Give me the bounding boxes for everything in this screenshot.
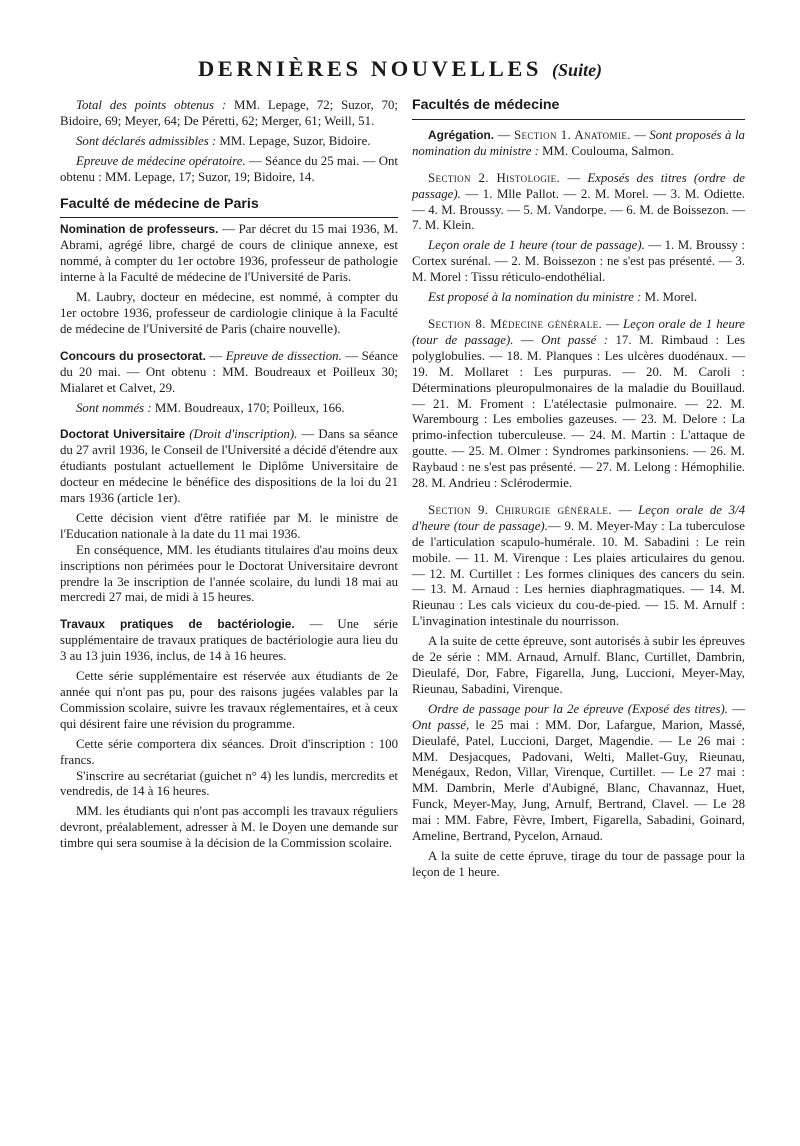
label-ont-passe: Ont passé : [541, 332, 609, 347]
label-total-points: Total des points obtenus : [76, 98, 227, 112]
text-epreuve-operatoire: — Séance du 25 mai. — Ont obtenu : MM. Lepage, 17; Suzor, 19; Bidoire, 14. [60, 153, 398, 184]
text-nommes: MM. Boudreaux, 170; Poilleux, 166. [151, 400, 345, 415]
text-admissibles: MM. Lepage, Suzor, Bidoire. [216, 133, 371, 148]
section-chirurgie: Section 9. Chirurgie générale. [428, 502, 612, 517]
text-lecon-orale-1: — 1. M. Broussy : Cortex surénal. — 2. M. Boissezon : ne s'est pas présenté. — 3. M. Morel : Tissu réticulo-endothélial. [412, 238, 745, 285]
paragraph-propose [412, 290, 745, 306]
heading-doctorat: Doctorat Universitaire [60, 427, 186, 442]
label-lecon-orale-medecine: Leçon orale de 1 heure (tour de passage). [412, 316, 745, 347]
text-concours: — Séance du 20 mai. — Ont obtenu : MM. Boudreaux et Poilleux 30; Mialaret et Calvet, 29. [60, 348, 398, 395]
text-total-points: MM. Lepage, 72; Suzor, 70; Bidoire, 69; Meyer, 64; De Péretti, 62; Merger, 61; Weill, 51. [60, 98, 399, 128]
text-nomination: — Par décret du 15 mai 1936, M. Abrami, agrégé libre, chargé de cours de clinique annexe, est nommé, à compter du 1er octobre 1936, professeur de pathologie interne à la Faculté de médecine de l'Université de Paris. [60, 222, 399, 285]
section-histologie: Section 2. Histologie. [428, 170, 561, 185]
label-epreuve-operatoire: Epreuve de médecine opératoire. [76, 153, 246, 168]
heading-nomination: Nomination de professeurs. [60, 222, 219, 237]
paragraph-inscrire: S'inscrire au secrétariat (guichet n° 4) les lundis, mercredits et vendredis, de 14 à 16 heures. [60, 768, 398, 799]
label-proposes: — Sont proposés à la nomination du ministre : [412, 127, 745, 158]
paragraph-tirage: A la suite de cette épruve, tirage du tour de passage pour la leçon de 1 heure. [412, 848, 745, 879]
label-dissection: Epreuve de dissection. [225, 348, 342, 363]
text-histologie: — 1. Mlle Pallot. — 2. M. Morel. — 3. M. Odiette. — 4. M. Broussy. — 5. M. Vandorpe. — 6. M. de Boissezon. — 7. M. Klein. [412, 186, 745, 233]
right-column [412, 98, 745, 885]
paragraph-concours [60, 349, 398, 397]
dash-medecine: — [602, 316, 624, 331]
label-ont-passe-2: Ont passé, [412, 717, 470, 732]
dash-histologie: — [560, 170, 588, 185]
paragraph-nommes [60, 401, 398, 417]
dash-concours: — [205, 348, 226, 363]
text-travaux: — Une série supplémentaire de travaux pratiques de bactériologie aura lieu du 3 au 13 juin 1936, inclus, de 14 à 16 heures. [60, 617, 398, 664]
label-lecon-orale-1: Leçon orale de 1 heure (tour de passage). [428, 238, 645, 253]
text-medecine: 17. M. Rimbaud : Les polyglobulies. — 18. M. Planques : Les ulcères duodénaux. — 19. M. Mollaret : Les purpuras. — 20. M. Caroli : Déterminations pleuropulmonaires de la maladie du Bouillaud. — 21. M. Froment : L'atélectasie pulmonaire. — 22. M. Warembourg : Les embolies gazeuses. — 23. M. Delore : La primo-infection tuberculeuse. — 24. M. Martin : L'attaque de goutte. — 25. M. Olmer : Syndromes parkinsoniens. — 26. M. Raybaud : ne s'est pas présenté. — 27. M. Lelong : Hémophilie. 28. M. Andrieu : Sclérodermie. [412, 332, 746, 491]
heading-concours: Concours du prosectorat. [60, 348, 206, 363]
text-doctorat: — Dans sa séance du 27 avril 1936, le Conseil de l'Université a décidé d'étendre aux étudiants postulant actuellement le Diplôme Universitaire de docteur en médecine le bénéfice des dispositions de la loi du 21 mars 1936 (article 1er). [60, 427, 398, 506]
label-lecon-chirurgie: Leçon orale de 3/4 d'heure (tour de passage). [412, 502, 746, 533]
label-admissibles: Sont déclarés admissibles : [76, 133, 217, 148]
header-suite: (Suite) [552, 60, 603, 80]
paragraph-ordre-passage [412, 702, 745, 845]
dash-chirurgie: — [611, 502, 639, 517]
left-column [60, 98, 398, 856]
label-droit-inscription: (Droit d'inscription). [189, 427, 298, 442]
section-title-faculte-paris: Faculté de médecine de Paris [60, 197, 398, 219]
paragraph-lecon-orale-1 [412, 238, 745, 286]
paragraph-nomination [60, 222, 398, 286]
text-propose: M. Morel. [641, 290, 698, 305]
label-exposes-titres: Exposés des titres (ordre de passage). [412, 170, 746, 201]
label-propose: Est proposé à la nomination du ministre : [428, 290, 642, 305]
paragraph-agregation [412, 128, 745, 160]
paragraph-seances: Cette série comportera dix séances. Droit d'inscription : 100 francs. [60, 736, 398, 767]
dash-ordre: — [727, 701, 745, 716]
section-title-facultes: Facultés de médecine [412, 98, 745, 120]
paragraph-ratifiee: Cette décision vient d'être ratifiée par M. le ministre de l'Education nationale à la date du 11 mai 1936. [60, 510, 398, 541]
paragraph-consequence: En conséquence, MM. les étudiants titulaires d'au moins deux inscriptions non périmées pour le Doctorat Universitaire devront prendre la 3e inscription de l'année scolaire, du lundi 18 mai au mercredi 27 mai, de midi à 15 heures. [60, 542, 398, 605]
paragraph-etudiants: MM. les étudiants qui n'ont pas accompli les travaux réguliers devront, préalablement, adresser à M. le Doyen une demande sur timbre qui sera soumise à la décision de la Commission scolaire. [60, 804, 398, 851]
paragraph-total-points [60, 98, 398, 130]
paragraph-medecine-generale [412, 317, 745, 492]
paragraph-laubry: M. Laubry, docteur en médecine, est nommé, à compter du 1er octobre 1936, professeur de cardiologie clinique à la Faculté de médecine de l'Université de Paris (chaire nouvelle). [60, 290, 398, 336]
text-agregation: MM. Coulouma, Salmon. [538, 143, 674, 158]
paragraph-suite-epreuve: A la suite de cette épreuve, sont autorisés à subir les épreuves de 2e série : MM. Arnaud, Arnulf. Blanc, Curtillet, Dambrin, Dieulafé, Dor, Fabre, Figarella, Jung, Luccioni, Meyer-May, Rieunau, Sabadini, Virenque. [412, 634, 745, 696]
paragraph-admissibles [60, 134, 398, 150]
section-anatomie: Section 1. Anatomie. [513, 127, 631, 142]
dash-agregation: — [494, 127, 514, 142]
paragraph-epreuve-operatoire [60, 154, 398, 186]
heading-travaux: Travaux pratiques de bactériologie. [60, 617, 295, 632]
label-nommes: Sont nommés : [76, 400, 152, 415]
header-title: DERNIÈRES NOUVELLES [197, 56, 543, 81]
page-header [0, 56, 800, 82]
paragraph-doctorat [60, 427, 398, 507]
paragraph-chirurgie [412, 503, 745, 630]
label-ordre-passage: Ordre de passage pour la 2e épreuve (Exposé des titres). [428, 701, 728, 716]
paragraph-histologie [412, 171, 745, 235]
dash2-medecine: — [513, 332, 542, 347]
heading-agregation: Agrégation. [428, 127, 495, 142]
paragraph-serie: Cette série supplémentaire est réservée aux étudiants de 2e année qui n'ont pas pu, pour des raisons jugées valables par la Commission scolaire, suivre les travaux réglementaires, et à ceux qui désirent faire une révision du programme. [60, 669, 398, 731]
paragraph-travaux [60, 617, 398, 665]
text-ordre: le 25 mai : MM. Dor, Lafargue, Marion, Massé, Dieulafé, Patel, Luccioni, Darget, Magendie. — Le 26 mai : MM. Desjacques, Padovani, Welti, Mallet-Guy, Rieunau, Menégaux, Redon, Villar, Virenque, Curtillet. — Le 27 mai : MM. Dambrin, Merle d'Aubigné, Blanc, Chavannaz, Huet, Funck, Meyer-May, Jung, Arnulf, Bertrand, Clavel. — Le 28 mai : MM. Fabre, Fèvre, Imbert, Figarella, Sabadini, Goinard, Ameline, Bertrand, Pycelon, Arnaud. [412, 717, 745, 844]
text-chirurgie: — 9. M. Meyer-May : La tuberculose de l'articulation scapulo-humérale. 10. M. Sabadini : Le rein mobile. — 11. M. Virenque : Les plaies articulaires du genou. — 12. M. Curtillet : Les formes cliniques des cancers du sein. — 13. M. Arnaud : Les hernies diaphragmatiques. — 14. M. Rieunau : Les cals vicieux du cou-de-pied. — 15. M. Arnulf : L'invagination intestinale du nourrisson. [412, 518, 745, 629]
section-medecine-generale: Section 8. Médecine générale. [428, 316, 603, 331]
